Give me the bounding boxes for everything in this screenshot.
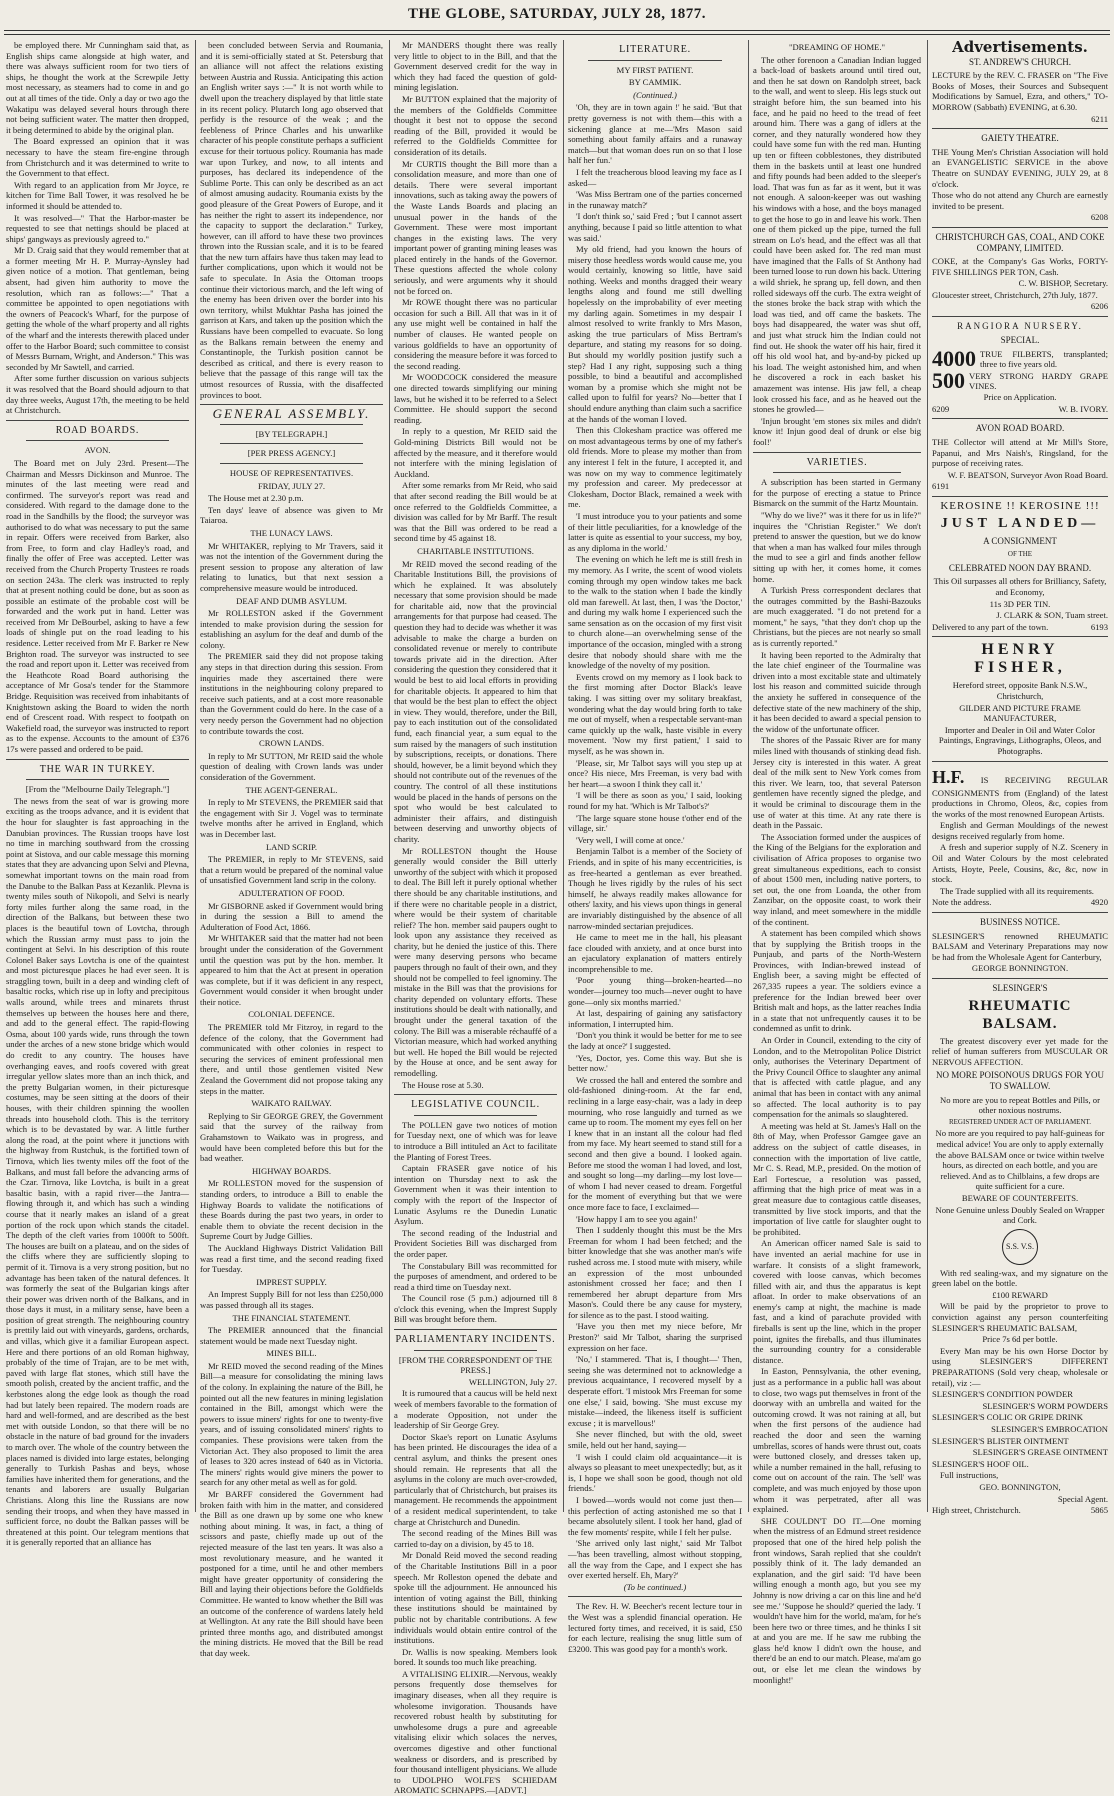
paragraph: The Council rose (5 p.m.) adjourned till 8 o'clock this evening, when the Imprest Supply Bill was brought before them. [394,1293,557,1325]
business-notice-sign: GEORGE BONNINGTON. [971,963,1069,974]
avon-heading: AVON. [84,445,111,456]
paragraph: The second reading of the Industrial and Provident Societies Bill was discharged from the order paper. [394,1227,557,1259]
divider [26,440,169,441]
avon-ad-text: THE Collector will attend at Mr Mill's Store, Papanui, and Mrs Naish's, Ringsland, for the purpose of receiving rates. [932,437,1108,469]
landed-sub-2: OF THE [1007,550,1033,559]
paragraph: An Order in Council, extending to the city of London, and to the Metropolitan Police District only, authorises the Veterinary Department of the Privy Council Office to slaughter any animal that is affected with cattle plague, and any animal that has been in contact with any animal so affected. The local authority is to pay compensation for the animals so slaughtered. [753,1035,921,1120]
paragraph: At last, despairing of gaining any satisfactory information, I interrupted him. [568,1008,742,1029]
product-item: SLESINGER'S WORM POWDERS [982,1400,1108,1411]
product-item: SLESINGER'S BLISTER OINTMENT [932,1435,1069,1446]
nursery-quantity-2: 500 [932,368,965,394]
divider [932,912,1108,913]
nursery-line-1 [932,348,1108,370]
paragraph: 'Very well, I will come at once.' [576,834,685,845]
paragraph: 'Injun brought 'em stones six miles and didn't know it! Injun good deal of drunk or else big fool!' [753,415,921,447]
paragraph: 'No,' I stammered. 'That is, I thought—' Then, seeing she was determined not to acknowledge a previous acquaintance, I recovered myself by a desperate effort. 'I mistook Mrs Freeman for some one else,' I said, bowing. 'She must excuse my mistake—indeed, the likeness itself is sufficient excuse ; it is marvellous!' [568,1354,742,1428]
paragraph: The House met at 2.30 p.m. [208,493,304,504]
ad-ref: 4920 [1090,897,1108,908]
landed-sub-3: CELEBRATED NOON DAY BRAND. [948,562,1092,573]
section-heading: LAND SCRIP. [265,841,318,852]
divider [6,420,189,421]
agent-title: Special Agent. [1057,1493,1108,1504]
paragraph: 'The large square stone house t'other end of the village, sir.' [568,812,742,834]
divider [414,1115,537,1116]
paragraph: Mr Donald Reid moved the second reading of the Charitable Institutions Bill in a poor speech. Mr Rolleston opened the debate and spoke till the adjournment. He announced his intention of voting against the Bill, thinking these institutions should be maintained by public not by charitable contributions. A few individuals would obtain entire control of the institutions. [394,1550,557,1646]
paragraph: A meeting was held at St. James's Hall on the 8th of May, when Professor Gamgee gave an address on the subject of cattle diseases, in connection with the importation of live cattle, Mr C. S. Read, M.P., presided. On the motion of Earl Fortescue, a resolution was passed, affirming that the high price of meat was in a great measure due to contagious cattle diseases, transmitted by live stock imports, and that the importation of live cattle for slaughter ought to be prohibited. [753,1120,921,1237]
paragraph: Dr. Wallis is now speaking. Members look bored. It sounds too much like preaching. [394,1646,557,1668]
product-item: SLESINGER'S COLIC OR GRIPE DRINK [932,1412,1083,1423]
column-divider [195,40,196,1512]
column-1 [6,40,189,1548]
war-article [6,796,189,1548]
paragraph: Replying to Sir GEORGE GREY, the Government said that the survey of the railway from Grahamstown to Waikato was in progress, and would have been completed before this but for the bad weather. [200,1110,383,1164]
paragraph: The shores of the Passaic River are for many miles lined with thousands of stinking dead fish. Jersey city is interested in this water. A great deal of the milk sent to New York comes from this river. We learn, too, that several Paterson gentlemen have recently signed the pledge, and it would be criminal to discourage them in the use of water at this time. At any rate there is death in the Passaic. [753,735,921,831]
poison-text: No more are you to repeat Bottles and Pills, or other noxious nostrums. [940,1094,1100,1116]
paragraph: The PREMIER announced that the financial statement would be made next Tuesday night. [200,1325,383,1346]
rheumatic-text: The greatest discovery ever yet made for the relief of human sufferers from MUSCULAR OR NERVOUS AFFECTION. [932,1035,1108,1067]
paragraph: Then this Clokesham practice was offered me on most advantageous terms by one of my father's old friends. More to please my mother than from any interest I felt in the future, I accepted it, and was now on my way to commence legitimately my profession and career. My predecessor at Clokesham, Doctor Black, remained a week with me. [568,425,742,510]
parliamentary-incidents-heading: PARLIAMENTARY INCIDENTS. [395,1334,556,1346]
mines-debate [394,40,557,544]
paragraph: Mr WOODCOCK considered the measure one directed towards simplifying our mining laws, but he wished it to be referred to a Select Committee. He should support the second reading. [394,372,557,425]
divider [394,1094,557,1095]
paragraph: It having been reported to the Admiralty that the late chief engineer of the Tourmaline was driven into a most excitable state and ultimately lost his reason and committed suicide through the anxiety he suffered in consequence of the defective state of the new machinery of the ship, it has been decided to award a special pension to the widow of the unfortunate officer. [753,649,921,734]
divider [932,761,1108,762]
masthead-rule [4,30,1110,31]
paragraph: Events crowd on my memory as I look back to the first morning after Doctor Black's leave taking. I was sitting over my solitary breakfast, wondering what the day would bring forth to take me out of myself, when a respectable servant-man came quickly up the walk, haste visible in every movement. 'Now my first patient,' I said to myself, as he was shown in. [568,671,742,756]
legislative-council-heading: LEGISLATIVE COUNCIL. [411,1099,540,1111]
nursery-footer [932,404,1108,415]
legislative-council-report [394,1120,557,1325]
gaiety-ad-text: THE Young Men's Christian Association will hold an EVANGELISTIC SERVICE in the above Theatre on SUNDAY EVENING, JULY 29, at 8 o'clock. [932,146,1108,189]
paragraph: Benjamin Talbot is a member of the Society of Friends, and in spite of his many eccentricities, is as free-hearted a gentleman as ever breathed. Though he lives rigidly by the rules of his sect himself, he always readily makes allowance for others' laxity, and his views upon things in general are invariably distinguished by the absence of all narrow-minded sectarian prejudices. [568,846,742,931]
church-ad-title: ST. ANDREW'S CHURCH. [969,56,1071,67]
charitable-debate [394,559,557,1091]
divider [6,759,189,760]
paragraph: An American officer named Sale is said to have invented an aerial machine for use in warfare. It consists of a slight framework, covered with loose canvas, which becomes filled with air, and thus the apparatus is kept afloat. In order to make observations of an enemy's camp at night, the machine is made fast, and a kind of parachute provided with fireballs is sent up the line, which in the proper point, ignites the fireballs, and thus illuminates the surrounding country for a considerable distance. [753,1238,921,1365]
horse-doctor-text: Every Man may be his own Horse Doctor by using SLESINGER'S DIFFERENT PREPARATIONS (Sold very cheap, wholesale or retail), viz :— [932,1345,1108,1388]
landed-footer [932,622,1108,633]
paragraph: Mr REID moved the second reading of the Charitable Institutions Bill, the provisions of which he explained. It was absolutely necessary that some provision should be made for charitable aid, now that the provincial arrangements for that purpose had ceased. The question they had to decide was whether it was advisable to make the charge a burden on consolidated revenue or merely to contribute towards private aid in the direction. After considering the question they considered that it would be best to aid local efforts in providing for charitable objects. It appeared to him that that would be the best plan to effect the object in view. They would, therefore, under the Bill, pay to each institution out of the consolidated fund, each financial year, a sum equal to the sum raised by the managers of such institution by subscriptions, receipts, or donations. There should, however, be a limit beyond which they should not contribute out of the revenues of the country. The control of all these institutions would be placed in the hands of persons on the spot who would be best calculated to administer their affairs, and distinguish between deserving and unworthy objects of charity. [394,558,557,844]
kerosine-title: KEROSINE !! KEROSINE !!! [940,500,1100,512]
fisher-address: Hereford street, opposite Bank N.S.W., Christchurch, [952,680,1088,701]
business-notice-title: BUSINESS NOTICE. [979,917,1060,928]
paragraph: The other forenoon a Canadian Indian lugged a back-load of baskets around until tired out, and then he sat down on Randolph street, back to the wall, and went to sleep. His legs stuck out straight before him, the sun beamed into his face, and he paid no heed to the tread of feet around him. There was a gang of idlers at the corner, and they naturally wondered how they could have some fun with the red man. Hunting up ten or fifteen cobblestones, they distributed them in the baskets until at least one hundred and fifty pounds had been added to the sleeper's load. That was fun as far as it went, but it was not enough. A saloon-keeper was out washing his windows with a hose, and the boys managed to get the hose to go in and leave his work. Then one of them picked up the pipe, turned the full stream on Lo's head, and the effect was all that could have been asked for. The red man must have imagined that the Falls of St Anthony had been turned loose to run down his back. Uttering a wild shriek, he sprang up, fell down, and then rolled sideways off the curb. The extra weight of the stones broke the back strap with which the load was tied, and off came the baskets. The boys had disappeared, the water was shut off, and just what struck him the Indian could not find out. He shook the water off his hair, fired it off his old wool hat, and by-and-by picked up his load. The weight astonished him, and when he discovered a rock in each basket his amazement was intense. His jaw fell, a cheap look crossed his face, and as he heaved out the stones he growled— [753,54,921,415]
landed-sign: J. CLARK & SON, Tuam street. [996,610,1108,621]
product-item: SLESINGER'S GREASE OINTMENT [972,1447,1108,1458]
paragraph: The PREMIER told Mr Fitzroy, in regard to the defence of the colony, that the Government had communicated with other colonies in respect to securing the services of eminent professional men there, and until those gentlemen visited New Zealand the Government did not propose taking any steps in the matter. [200,1022,383,1096]
nursery-quantity-1: 4000 [932,346,976,372]
press-agency-note: [PER PRESS AGENCY.] [247,448,336,459]
business-notice-text: SLESINGER'S renowned RHEUMATIC BALSAM and Veterinary Preparations may now be had from the Wholesale Agent for Canterbury, [932,930,1108,962]
ad-ref: 6209 [932,403,950,414]
divider [932,636,1108,637]
hf-text-2: English and German Mouldings of the newest designs received regularly from home. [932,820,1108,841]
paragraph: The PREMIER said they did not propose taking any steps in that direction during this session. From inquiries made they ascertained there were institutions in the neighbouring colony prepared to receive such patients, and at a cost more reasonable than the Government could do here. In the case of a very needy person the Government had no objection to contribute towards the cost. [200,651,383,736]
paragraph: An Imprest Supply Bill for not less than £250,000 was passed through all its stages. [200,1289,383,1310]
registered-note: REGISTERED UNDER ACT OF PARLIAMENT. [948,1117,1092,1126]
section-heading: MINES BILL. [266,1348,317,1359]
story-continued: (Continued.) [633,89,677,100]
gas-ad-address: Gloucester street, Christchurch, 27th July, 1877. [932,289,1098,300]
war-source: [From the "Melbourne Daily Telegraph."] [25,784,170,795]
landed-sub-1: A CONSIGNMENT [983,535,1057,546]
gaiety-ad-title: GAIETY THEATRE. [981,133,1059,144]
paragraph: Mr REID moved the second reading of the Mines Bill—a measure for consolidating the mining laws of the colony. In explaining the nature of the Bill, he pointed out all the new features in mining legislation contained in the Bill, amongst which were the powers to issue miners' rights for one to twenty-five years, and of issuing consolidated miners' rights to companies. These provisions were taken from the Victorian Act. They also proposed to limit the area of leases to 320 acres instead of 640 as in Victoria. The miners' rights would give miners the power to search for any other metal as well as for gold. [200,1360,383,1488]
avon-ad-sign: W. F. BEATSON, Surveyor Avon Road Board. [947,469,1108,480]
paragraph: The Auckland Highways District Validation Bill was read a first time, and the second reading fixed for Tuesday. [200,1242,383,1275]
pi-dateline: WELLINGTON, July 27. [468,1376,557,1387]
paragraph: 'Don't you think it would be better for me to see the lady at once?' I suggested. [568,1030,742,1052]
hf-footer [932,897,1108,908]
gaiety-ad-text-2: Those who do not attend any Church are earnestly invited to be present. [932,190,1108,211]
paragraph: Mr WHITAKER said that the matter had not been brought under the consideration of the Government until the question was put by the hon. member. It appeared to him that the Act at present in operation was complete, but if it was deficient in any respect, Government would consider it when brought under their notice. [200,933,383,1007]
paragraph: I bowed—words would not come just then—this perfection of acting astonished me so that I became absolutely silent. I took her hand, glad of the few moments' respite, while I felt her pulse. [568,1494,742,1537]
section-heading: COLONIAL DEFENCE. [248,1009,335,1020]
paragraph: Doctor Skae's report on Lunatic Asylums has been printed. He discourages the idea of a central asylum, and thinks the present ones should remain. He represents that all the asylums in the colony are much over-crowded, particularly that of Christchurch, but praises its management. He recommends the appointment of a resident medical superintendent, to take charge at Christchurch and Dunedin. [394,1431,557,1527]
agent-address: High street, Christchurch. [932,1505,1021,1516]
paragraph: My old friend, had you known the hours of misery those heedless words would cause me, you would certainly, knowing so little, have said nothing. Weeks and months dragged their weary lengths along and found me still dwelling hopelessly on the improbability of ever meeting my darling again. Sometimes in my despair I almost resolved to write frankly to Mrs Mason, asking the true particulars of Miss Bertram's departure, and stating my reasons for so doing. But should my worldly position justify such a step? Had I any right, supposing such a thing possible, to bind a beautiful and accomplished woman by a promise which she might not be called upon to fulfil for years? No—better that I should endure anything than claim such a sacrifice at the hands of the woman I loved. [568,244,742,424]
charitable-heading: CHARITABLE INSTITUTIONS. [417,545,534,556]
column-4 [568,40,742,1654]
paragraph: 'Poor young thing—broken-hearted—no wonder—journey too much—never ought to have gone—only six months married.' [568,975,742,1007]
hf-initials: H.F. [932,766,965,787]
product-item: SLESINGER'S HOOF OIL. [932,1458,1029,1469]
paragraph: 'Please, sir, Mr Talbot says will you step up at once? His niece, Mrs Freeman, is very bad with her heart—a swoon I think they call it.' [568,757,742,789]
paragraph: In reply to Mr SUTTON, Mr REID said the whole question of dealing with Crown lands was under consideration of the Government. [200,750,383,782]
paragraph: A subscription has been started in Germany for the purpose of erecting a statue to Prince Bismarck on the summit of the Hartz Mountain. [753,477,921,509]
divider [394,1329,557,1330]
hf-text: IS RECEIVING REGULAR CONSIGNMENTS from (England) of the latest productions in Chromo, Oleos, &c, copies from the works of the most renowned European Artists. [932,774,1108,819]
divider [588,60,722,61]
paragraph: He came to meet me in the hall, his pleasant face clouded with anxiety, and at once burst into an ejaculatory explanation of matters entirely incomprehensible to me. [568,932,742,974]
column-divider [748,40,749,1512]
story-title: MY FIRST PATIENT. [616,64,694,75]
paragraph: Mr CURTIS thought the Bill more than a consolidation measure, and more than one of details. There were several important innovations, such as taking away the powers of the Waste Lands Boards and placing an unusual power in the hands of the Government. These were most important changes in the existing laws. The very important power of granting mining leases was placed entirely in the hands of the Governor. These questions affected the whole colony seriously, and were arguments why it should not be forced on. [394,158,557,296]
column-divider [927,40,928,1512]
divider [414,1350,537,1351]
seal-note: With red sealing-wax, and my signature on the green label on the bottle. [932,1267,1108,1289]
section-heading: THE AGENT-GENERAL. [245,784,338,795]
paragraph: The Constabulary Bill was recommitted for the purposes of amendment, and ordered to be read a third time on Tuesday next. [394,1260,557,1292]
advertisements-heading: Advertisements. [952,38,1088,56]
landed-text: This Oil surpasses all others for Brilliancy, Safety, and Economy, [933,576,1107,597]
varieties-list [753,477,921,1685]
gas-ad-title: CHRISTCHURCH GAS, COAL, AND COKE COMPANY, LIMITED. [935,231,1105,253]
harbor-board-report [6,40,189,416]
nursery-line-2 [932,370,1108,392]
nursery-price: Price on Application. [983,392,1057,403]
landed-price: 11s 3D PER TIN. [989,598,1051,609]
parliamentary-incidents [394,1388,557,1796]
fisher-trade: GILDER AND PICTURE FRAME MANUFACTURER, [959,702,1081,724]
product-item: SLESINGER'S CONDITION POWDER [932,1389,1073,1400]
paragraph: 'I will be there as soon as you,' I said, looking round for my hat. 'Which is Mr Talbot's?' [568,790,742,811]
divider [753,452,921,453]
story-byline: BY CAMMIK. [628,77,682,88]
section-heading: IMPREST SUPPLY. [256,1276,327,1287]
section-heading: HIGHWAY BOARDS. [251,1165,332,1176]
divider [932,316,1108,317]
paragraph: SHE COULDN'T DO IT.—One morning when the mistress of an Edmund street residence proposed that one of the hired help polish the front windows, Sarah replied that she couldn't possibly think of it. The lady demanded an explanation, and the girl said: 'I'd have been willing enough a month ago, but you see my Johnny is now driving a car on this line and he'd see me.' 'Suppose he should?' queried the lady. 'I wouldn't have him for the world, ma'am, for he's been here two or three times, and he thinks I sit at and you are me. If he saw me rubbing the glass he'd know I didn't own the house, and there'd be an end to our match. Please, ma'am go out, or else let me clean the windows by moonlight!' [753,1515,921,1685]
road-boards-heading: ROAD BOARDS. [55,424,140,436]
rheumatic-balsam-title: RHEUMATIC BALSAM. [968,997,1072,1032]
ad-ref: 6211 [1091,113,1108,124]
agent-name: GEO. BONNINGTON, [979,1481,1061,1492]
war-article-continued [200,40,383,400]
hf-note: Note the address. [932,897,992,908]
ad-ref: 6193 [1090,621,1108,632]
to-be-continued: (To be continued.) [623,1581,687,1592]
paragraph: Mr ROLLESTON thought the House generally would consider the Bill utterly unworthy of the subject with which it proposed to deal. The Bill left it purely optional whether there should be any charitable institutions, and if there were no charitable people in a district, where would be their system of charitable relief? The hon. member said paupers ought to look upon any assistance they received as charity, but he denied the justice of this. There were many deserving persons who became paupers through no fault of their own, and they should not be compelled to feel ignominy. The mistake in the Bill was that the provisions for charity depended on voluntary efforts. These institutions should be dealt with nationally, and brought under the general taxation of the colony. The Bill was a miserable réchauffé of a Victorian measure, which had worked anything but well. He hoped the Bill would be rejected by the House at once, and be sent away for remodelling. [394,845,557,1078]
paragraph: 'How happy I am to see you again!' [576,1213,698,1224]
dreaming-article [753,55,921,448]
dreaming-heading: "DREAMING OF HOME." [788,42,886,52]
paragraph: Mr MANDERS thought there was really very little to object to in the Bill, and that the Government deserved credit for the way in which they had faced the question of gold-mining legislation. [394,40,557,93]
paragraph: The Board expressed an opinion that it was necessary to have the steam fire-engine through from Christchurch and it was determined to write to the Government to that effect. [6,136,189,179]
paragraph: In reply to Mr STEVENS, the PREMIER said that the engagement with Sir J. Vogel was to terminate twelve months after he arrived in England, which was in December last. [200,797,383,839]
paragraph: A Turkish Press correspondent declares that the outrages committed by the Bashi-Bazouks are much exaggerated. "I do not pretend for a moment," he says, "that they don't chop up the Christians, but the pieces are not nearly so small as is currently reported." [753,585,921,649]
nursery-special: SPECIAL. [1000,334,1040,345]
column-6-advertisements [932,38,1108,1516]
beware-title: BEWARE OF COUNTERFEITS. [961,1192,1079,1203]
paragraph: The Association formed under the auspices of the King of the Belgians for the exploration and civilisation of Africa proposes to organise two great simultaneous expeditions, each to consist of about 1500 men, including native porters, to set out, the one from Loanda, the other from Zanzibar, on the opposite coast, to work their way inland, and meet somewhere in the middle of the continent. [753,831,921,927]
ad-ref: 6191 [932,481,950,492]
divider [220,443,363,444]
paragraph: We crossed the hall and entered the sombre and old-fashioned dining-room. At the far end, reclining in a large easy-chair, was a lady in deep mourning, who rose languidly and turned as we came up to room. The moment my eyes fell on her I knew that in an instant all the colour had fled from my face. My heart seemed to stand still for a second and then give a bound. I looked again. Before me stood the woman I had loved, and lost, and sought so long—my darling—my lost love—of whom I had never ceased to dream. Forgetful for the moment of everything but that we were once more face to face, I exclaimed— [568,1074,742,1212]
divider [200,404,383,405]
column-3 [394,40,558,1796]
section-heading: WAIKATO RAILWAY. [251,1098,332,1109]
agent-footer [932,1505,1108,1516]
masthead-rule-2 [4,34,1110,35]
reward-text: Will be paid by the proprietor to prove to conviction against any person counterfeiting SLESINGER'S RHEUMATIC BALSAM, [932,1301,1108,1333]
paragraph: A VITALISING ELIXIR.—Nervous, weakly persons frequently dose themselves for imaginary diseases, when all they require is wholesome invigoration. Thousands have recovered robust health by substituting for unwholesome drugs a pure and agreeable vitalising elixir which solaces the nerves, overcomes digestive and other functional weakness or disorders, and is prescribed by four thousand intelligent physicians. We allude to UDOLPHO WOLFE'S SCHIEDAM AROMATIC SCHNAPPS.—[ADVT.] [394,1668,558,1796]
general-assembly-heading: GENERAL ASSEMBLY. [212,406,371,422]
paragraph: After some remarks from Mr Reid, who said that after second reading the Bill would be at once referred to the Goldfields Committee, a division was called for by Mr Barff. The result was that the Bill was ordered to be read a second time by 45 against 18. [394,480,557,544]
varieties-heading: VARIETIES. [806,456,868,468]
paragraph: be employed there. Mr Cunningham said that, as English ships came alongside at high water, and there was always sufficient room for two tiers of ships, he thought the work at the Screwpile Jetty most necessary, as steamers had to come in and go out at all times of the tide. Only a day or two ago the Wakatipu was delayed several hours through there not being sufficient water. The matter then dropped, it being determined to abide by the original plan. [6,40,189,135]
seal-wrapper [932,1229,1108,1265]
paragraph: Mr WHITAKER, replying to Mr Travers, said it was not the intention of the Government during the present session to propose any alteration of law relating to lunatics, but that next session a comprehensive measure would be introduced. [200,540,383,593]
divider [932,227,1108,228]
paragraph: 'I must introduce you to your patients and some of their little peculiarities, for a knowledge of the latter is quite as essential to your success, my boy, as any diploma in the world.' [568,510,742,553]
paragraph: 'Was Miss Bertram one of the parties concerned in the runaway match?' [568,189,742,210]
nursery-item-1: TRUE FILBERTS, transplanted; three to five years old. [980,348,1108,370]
paragraph: 'I don't think so,' said Fred ; 'but I cannot assert anything, because I paid so little attention to what was said.' [568,211,742,243]
paragraph: 'She arrived only last night,' said Mr Talbot—'has been travelling, almost without stopping, all the way from the Cape, and I expect she has over exerted herself. Eh, Mary?' [568,1538,742,1581]
divider [26,779,169,780]
pi-source: [FROM THE CORRESPONDENT OF THE PRESS.] [398,1354,553,1376]
section-heading: THE LUNACY LAWS. [250,527,333,538]
paragraph: She never flinched, but with the old, sweet smile, held out her hand, saying— [568,1429,742,1450]
product-list [932,1389,1108,1469]
paragraph: Captain FRASER gave notice of his intention on Thursday next to ask the Government when it was their intention to comply with the report of the Inspector of Lunatic Asylums re the Dunedin Lunatic Asylum. [394,1163,557,1227]
section-heading: THE FINANCIAL STATEMENT. [232,1312,351,1323]
paragraph: The evening on which he left me is still fresh in my memory. As I write, the scent of wood violets coming through my open window takes me back to the walk to the station when I bade the kindly old man farewell. At last, then, I was 'the Doctor,' and during my walk home I experienced such the same sensation as on the occasion of my first visit to church alone—an overwhelming sense of the importance of the occasion, mingled with a strong desire that nobody should share with me the knowledge of the novelty of my position. [568,554,742,671]
paragraph: In Easton, Pennsylvania, the other evening, just as a performance in a public hall was about to close, two wags put themselves in front of the doorway with an umbrella and waited for the outcoming crowd. It was not raining at all, but when the first persons of the audience had reached the door and seen the warning umbrellas, scores of hands were thrust out, coats were buttoned closely, and dresses taken up, while a number remained in the hall, refusing to come out on account of the rain. The 'sell' was complete, and was much enjoyed by those upon whom it was perpetrated, after all was explained. [753,1366,921,1515]
divider [568,1596,742,1597]
divider [773,472,901,473]
paragraph: In reply to a question, Mr REID said the Gold-mining Districts Bill would not be affected by the measure, and it therefore would not interfere with the mining legislation of Auckland. [394,426,557,479]
church-ad-text: LECTURE by the REV. C. FRASER on "The Five Books of Moses, their Sources and Subsequent Modifications by Samuel, Ezra, and others," TO-MORROW (Sabbath) EVENING, at 6.30. [932,70,1108,112]
gas-ad-text: COKE, at the Company's Gas Works, FORTY-FIVE SHILLINGS PER TON, Cash. [932,256,1108,277]
paragraph: It was resolved—" That the Harbor-master be requested to see that nettings should be placed at ships' gangways as previously agreed to." [6,212,189,244]
paragraph: The news from the seat of war is growing more exciting as the troops advance, and it is evident that the hour for slaughter is fast approaching in the Danubian provinces. The Russian troops have lost no time in marching southward from the crossing point at Sistova, and our cable message this morning states that they are advancing upon Selvi and Plevna, somewhat important towns on the main road from the Danube to the Balkan Pass at Kezanlik. Plevna is twenty miles south of Nikopoli, and Selvi is nearly forty miles further along the same road, in the direction of the Balkans, but between these two places is the beautiful town of Lovtcha, through which the Russian army must pass to join the contingent at Selvi. In his description of this route Colonel Baker says Lovtcha is one of the quaintest and most picturesque places he had ever seen. It is straggling town, built in a deep and winding cleft of basaltic rocks, which rise up in lofty and precipitous walls around, while trees and minarets thrust themselves up between the houses here and there, and add to the general effect. The rapid-flowing Osma, about 100 yards wide, runs through the town under the arches of a new stone bridge which would do credit to any country. The houses have overhanging eaves, and roofs covered with great irregular yellow slates more than an inch thick, and the pretty Bulgarian women, in their picturesque costumes, may be seen sitting at the doors of their houses, with their children spinning the woollen threads into household cloth. This is the territory which is to be devastated by war. A little further along the road, at the point where it junctions with the highway from Rustchuk, is the fortified town of Tirnova, which lies twenty miles off the foot of the Balkans, and must fall before the advancing arms of the Czar. Tirnova, like Lovtcha, is built in a great basaltic basin, with a rapid river—the Jantra—flowing through it, and which has such a winding course that it nearly makes an island of a great portion of the rock upon which stands the citadel. The depth of the cleft varies from 1000ft to 500ft. The houses are built on a plateau, and on the sides of the cliffs where they are sufficiently sloping to permit of it. Tirnova is a very strong position, but no advantage has been taken of the natural defences. It was formerly the seat of the Bulgarian kings after their power was driven north of the Balkans, and in those days it must, in a military sense, have been a position of great strength. The neighbouring country is prettily laid out with vineyards, gardens, orchards, and villas, which give it a familiar European aspect. Here and there portions of an old Roman highway, probably of the time of Trajan, are to be met with, paved with large flat stones, which still have the smooth polish, created by the ancient traffic, and the kerbstones along the edge look as though the road had but lately been repaired. The modern roads are hard and well-formed, and are described as the best met with outside London, so that there will be no obstacle in the nature of bad ground for the invaders to march over. The whole of the country between the places named is divided into large estates, belonging generally to Turkish Pashas and beys, whose families have inherited them for generations, and the tenants and laborers are usually Bulgarian Christians. Along this line the Russians are now sending their troops, and when they have massed in sufficient force, no doubt the Balkan passes will be threatened at this point. Our telegram mentions that it is generally reported that an alliance has [6,795,189,1548]
divider [932,496,1108,497]
poison-text-2: No more are you required to pay half-guineas for medical advice! You are only to apply externally the above BALSAM once or twice within twelve hours, as directed on each bottle, and you are relieved. And as to Chilblains, a few drops are quite sufficient for a cure. [935,1128,1105,1192]
telegraph-note: [BY TELEGRAPH.] [255,428,328,439]
fisher-title: HENRY FISHER, [974,641,1066,677]
paragraph: Ten days' leave of absence was given to Mr Taiaroa. [200,504,383,526]
paragraph: After some further discussion on various subjects it was resolved that the Board should adjourn to that day three weeks, August 17th, the meeting to be held at Christchurch. [6,373,189,416]
divider [220,424,363,425]
nursery-sign: W. B. IVORY. [1058,403,1108,414]
hf-ad [932,766,1108,820]
seal-icon: S.S. V.S. [1002,1229,1038,1265]
landed-delivery: Delivered to any part of the town. [932,621,1049,632]
section-heading: CROWN LANDS. [259,738,324,749]
paragraph: 'Yes, Doctor, yes. Come this way. But she is better now.' [568,1052,742,1074]
paragraph: Mr BARFF considered the Government had broken faith with him in the matter, and considered the Bill as one drawn up by some one who knew nothing about mining. It was, in fact, a thing of scissors and paste, chiefly made up out of the rejected measure of the last ten years. It was also a most revolutionary measure, and he wanted it postponed for a time, until he and other members might have greater opportunity of considering the Bill and laying their objections before the Goldfields Committee. He wanted to know whether the Bill was an outcome of the conference of wardens lately held at Wellington. At any rate the Bill should have been printed three months ago, and distributed amongst the mining districts. He moved that the Bill be read that day week. [200,1489,383,1658]
paragraph: 'I wish I could claim old acquaintance—it is always so pleasant to meet unexpectedly; but, as it is, I hope we shall soon be good, though not old friends.' [568,1451,742,1494]
paragraph: I felt the treacherous blood leaving my face as I asked— [568,166,742,188]
section-heading: DEAF AND DUMB ASYLUM. [236,595,347,606]
paragraph: Then I suddenly thought this must be the Mrs Freeman for whom I had been fetched; and the bitter knowledge that she was another man's wife rushed across me. I stood mute with misery, while an expression of the most unbounded astonishment crossed her face; and then I remembered her abrupt departure from Mrs Mason's. Could there be any cause for mystery, for silence as to the past. I stood waiting. [568,1225,742,1320]
paragraph: The House rose at 5.30. [402,1079,484,1090]
paragraph: Mr GISBORNE asked if Government would bring in during the session a Bill to amend the Adulteration of Food Act, 1866. [200,900,383,932]
column-5 [753,40,921,1685]
paragraph: It is rumoured that a caucus will be held next week of members favorable to the formation of a moderate Opposition, not under the leadership of Sir George Grey. [394,1388,557,1431]
ad-ref: 5865 [1090,1505,1108,1516]
paragraph: The second reading of the Mines Bill was carried to-day on a division, by 45 to 18. [394,1528,557,1549]
divider [932,128,1108,129]
literature-heading: LITERATURE. [619,44,691,55]
nursery-item-2: VERY STRONG HARDY GRAPE VINES. [969,370,1108,392]
parliament-sections [200,493,383,1658]
product-item: SLESINGER'S EMBROCATION [991,1424,1108,1434]
avon-report [6,458,189,755]
paragraph: A statement has been compiled which shows that by supplying the British troops in the Punjaub, and parts of the North-Western Provinces, with Indian-brewed instead of English beer, a saving might be effected of 267,335 rupees a year. The soldiers evince a preference for the Indian brewed beer over British malt and hops, as the latter reaches India in a state that not unfrequently causes it to be condemned as unfit to drink. [753,928,921,1034]
divider [932,978,1108,979]
ad-ref: 6206 [1090,301,1108,312]
beecher-note: The Rev. H. W. Beecher's recent lecture tour in the West was a splendid financial operation. He lectured forty times, and received, it is said, £50 for each lecture, realising the snug little sum of £3200. This was good pay for a month's work. [568,1601,742,1654]
column-divider [563,40,564,1512]
hf-text-3: A fresh and superior supply of N.Z. Scenery in Oil and Water Colours by the most celebrated Artists, Hoyte, Peele, Cousins, &c, &c, now in stock. [932,842,1108,885]
divider [932,418,1108,419]
paragraph: Mr ROLLESTON moved for the suspension of standing orders, to introduce a Bill to enable the Highway Boards to validate the notifications of these Boards during the past two years, in order to enable them to obviate the recent decision in the Supreme Court by Judge Gillies. [200,1178,383,1242]
slesinger-title: SLESINGER'S [992,983,1048,993]
paragraph: With regard to an application from Mr Joyce, re kitchen for Time Ball Tower, it was resolved he be informed it should be attended to. [6,179,189,211]
divider [220,463,363,464]
paragraph: "Why do we live?" was it there for us in life?" inquires the "Christian Register." We don't pretend to answer the question, but we do know that when a man has walked four miles through the mud to see a girl and finds another fellow sitting up with her, it comes home, it comes home. [753,509,921,584]
genuine-note: None Genuine unless Doubly Sealed on Wrapper and Cork. [935,1204,1105,1226]
masthead: THE GLOBE, SATURDAY, JULY 28, 1877. [408,6,706,22]
paragraph: Mr ROLLESTON asked if the Government intended to make provision during the session for establishing an asylum for the deaf and dumb of the colony. [200,608,383,650]
paragraph: Mr D. Craig said that they would remember that at a former meeting Mr H. P. Murray-Aynsley had given notice of a motion. That gentleman, being absent, had given him authority to move the resolution, which ran as follows:—" That a committee be appointed to open negotiations with the owners of Peacock's Wharf, for the purpose of getting the whole of the wharf property and all rights of the wharf and the interests therewith placed under offer to the Harbor Board; such committee to consist of Messrs Burnam, Wright, and Anderson." This was seconded by Mr Sawtell, and carried. [6,245,189,372]
story-text [568,102,742,1580]
nursery-ad-title: RANGIORA NURSERY. [957,321,1083,332]
fisher-text: Importer and Dealer in Oil and Water Color Paintings, Engravings, Lithographs, Oleos, and Photographs. [938,724,1102,756]
full-instructions: Full instructions, [940,1470,999,1481]
reward-price: Price 7s 6d per bottle. [982,1334,1058,1345]
paragraph: The Board met on July 23rd. Present—The Chairman and Messrs Dickinson and Munroe. The minutes of the last meeting were read and confirmed. The surveyor's report was read and considered. With regard to the damage done to the road in the Sandhills by the flood; the surveyor was authorised to do what was necessary to put the same in repair. Offers were received from Barker, also from Free, to form and clay Hadley's road, and finally the offer of Free was accepted. Letter was received from the Church Property Trustees re roads on section 243a. The clerk was instructed to reply that at present nothing could be done, but as soon as possible an estimate of the probable cost will be forwarded and the work put in hand. Letter was received from Mr DeBourbel, asking to have a few loads of shingle put on the road leading to his residence. Letter received from Mr F. Barker re New Brighton road. The surveyor was instructed to see the road and report upon it. Letter was received from the Heathcote Road Board authorising the acceptance of Mr Gosa's tender for the Stammore Bridge. Requisition was received from inhabitants of Knightstown asking the Board to widen the north end of Crescent road. With respect to footpath on Wakefield road, the surveyor was instructed to report as to the expense. Accounts to the amount of £376 17s were passed and ordered to be paid. [6,457,189,754]
column-2 [200,40,383,1658]
paragraph: been concluded between Servia and Roumania, and it is semi-officially stated at St. Petersburg that an alliance will not affect the relations existing between Austria and Russia. Anticipating this action an English writer says :—" It is not worth while to dwell upon the treachery displayed by that little state in its recent policy. Plutarch long ago observed that perfidy is the resource of the weak ; and the feebleness of Prince Charles and his unwarlike character of his people constitute perhaps a sufficient excuse for their tortuous policy. Roumania has made war upon Turkey, and now, to all intents and purposes, has declared its independence of the Sublime Porte. This can only be described as an act of almost amusing audacity. Roumania exists by the good pleasure of the Great Powers of Europe, and it has neither the right to assert its independence, nor the capacity to support the declaration." Turkey, however, can ill afford to have these two provinces thrown into the Russian scale, and it is to be feared that the new turn affairs have thus taken may lead to further complications, upon which it would not be safe to speculate. In Asia the Ottoman troops continue their victorious march, and the left wing of the enemy has been driven over the border into his own territory, whilst Mukhtar Pasha has joined the garrison at Kars, and taken up the position which the Russians have been compelled to evacuate. So long as the Balkans remain between the enemy and Constantinople, the Turkish position cannot be described as critical, and there is every reason to believe that the passage of this range will tax the utmost resources of Russia, with the disaffected provinces to boot. [200,40,383,400]
house-heading: HOUSE OF REPRESENTATIVES. [229,467,354,478]
section-heading: ADULTERATION OF FOOD. [238,887,345,898]
avon-ad-title: AVON ROAD BOARD. [975,423,1065,434]
paragraph: The POLLEN gave two notices of motion for Tuesday next, one of which was for leave to introduce a Bill intituled an Act to facilitate the Planting of Forest Trees. [394,1119,557,1162]
war-in-turkey-heading: THE WAR IN TURKEY. [39,763,156,775]
reward-title: £100 REWARD [992,1289,1048,1300]
gas-ad-sign: C. W. BISHOP, Secretary. [1018,278,1108,289]
ad-ref: 6208 [1090,212,1108,223]
paragraph: 'Have you then met my niece before, Mr Preston?' said Mr Talbot, sharing the surprised expression on her face. [568,1321,742,1353]
no-more-poison-title: NO MORE POISONOUS DRUGS FOR YOU TO SWALLOW. [936,1070,1104,1091]
just-landed-title: JUST LANDED— [940,515,1100,531]
paragraph: Mr BUTTON explained that the majority of the members of the Goldfields Committee thought it best not to oppose the second reading of the Bill, provided it would be referred to the Goldfields Committee for consideration of its details. [394,93,557,157]
paragraph: The PREMIER, in reply to Mr STEVENS, said that a return would be prepared of the nominal value of unsatisfied Government land scrip in the colony. [200,854,383,886]
house-date: FRIDAY, JULY 27. [257,480,326,491]
hf-text-4: The Trade supplied with all its requirements. [940,885,1094,896]
column-divider [389,40,390,1512]
paragraph: Mr ROWE thought there was no particular occasion for such a Bill. All that was in it of any use might well be contained in half the number of clauses. He wanted people on various goldfields to have an opportunity of considering the measure before it was forced to the second reading. [394,297,557,371]
paragraph: 'Oh, they are in town again !' he said. 'But that pretty governess is not with them—this with a sickening glance at me—'Mrs Mason said something about family affairs and a runaway match—but that woman does run on so that I lose half her fun.' [568,102,742,166]
